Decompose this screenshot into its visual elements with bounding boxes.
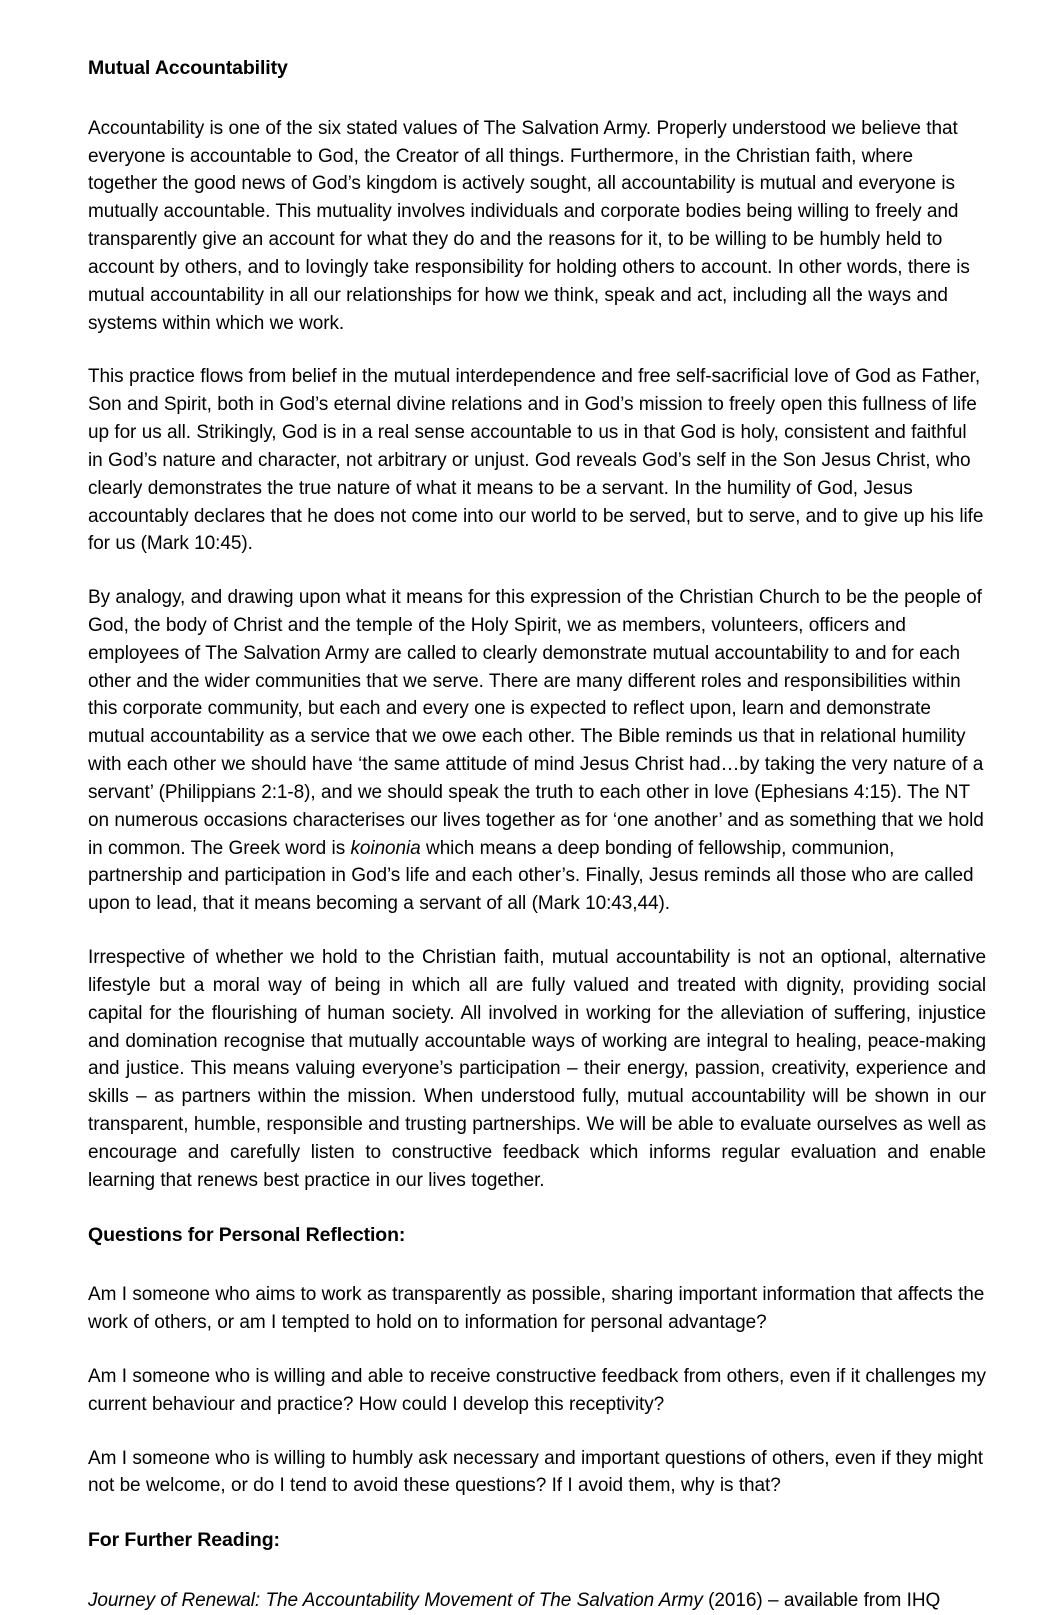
spacer [88,1337,986,1363]
reflection-question-2: Am I someone who is willing and able to receive constructive feedback from others, even if it challenges my current behaviour and practice? How could I develop this receptivity? [88,1365,986,1415]
spacer [88,558,986,584]
paragraph-1: Accountability is one of the six stated values of The Salvation Army. Properly understood we believe that everyone is accountable to God, the Creator of all things. Furthermore, in the Christian faith, where together the good news of God’s kingdom is actively sought, all accountability is mutual and everyone is mutually accountable. This mutuality involves individuals and corporate bodies being willing to freely and transparently give an account for what they do and the reasons for it, to be willing to be humbly held to account by others, and to lovingly take responsibility for holding others to account. In other words, there is mutual accountability in all our relationships for how we think, speak and act, including all the ways and systems within which we work. [88,117,970,334]
further-reading-heading: For Further Reading: [88,1529,280,1552]
spacer [88,1195,986,1223]
paragraph-4: Irrespective of whether we hold to the Christian faith, mutual accountability is not an optional, alternative lifestyle but a moral way of being in which all are fully valued and treated with dignity, providing social capital for the flourishing of human society. All involved in working for the alleviation of suffering, injustice and domination recognise that mutually accountable ways of working are integral to healing, peace-making and justice. This means valuing everyone’s participation – their energy, passion, creativity, experience and skills – as partners within the mission. When understood fully, mutual accountability will be shown in our transparent, humble, responsible and trusting partnerships. We will be able to evaluate ourselves as well as encourage and carefully listen to constructive feedback which informs regular evaluation and enable learning that renews best practice in our lives together. [88,947,986,1191]
document-body [88,56,986,1615]
spacer [88,1500,986,1528]
spacer [88,1419,986,1445]
paragraph-3 [88,584,986,918]
further-reading-item [88,1587,986,1615]
paragraph-2: This practice flows from belief in the mutual interdependence and free self-sacrificial love of God as Father, Son and Spirit, both in God’s eternal divine relations and in God’s mission to freely open this fullness of life up for us all. Strikingly, God is in a real sense accountable to us in that God is holy, consistent and faithful in God’s nature and character, not arbitrary or unjust. God reveals God’s self in the Son Jesus Christ, who clearly demonstrates the true nature of what it means to be a servant. In the humility of God, Jesus accountably declares that he does not come into our world to be served, but to serve, and to give up his life for us (Mark 10:45). [88,366,984,555]
greek-term-koinonia: koinonia [350,837,421,859]
spacer [88,1563,986,1587]
paragraph-3-part-1: By analogy, and drawing upon what it means for this expression of the Christian Church to be the people of God, the body of Christ and the temple of the Holy Spirit, we as members, volunteers, officers and employees of The Salvation Army are called to clearly demonstrate mutual accountability to and for each other and the wider communities that we serve. There are many different roles and responsibilities within this corporate community, but each and every one is expected to reflect upon, learn and demonstrate mutual accountability as a service that we owe each other. The Bible reminds us that in relational humility with each other we should have ‘the same attitude of mind Jesus Christ had…by taking the very nature of a servant’ (Philippians 2:1-8), and we should speak the truth to each other in love (Ephesians 4:15). The NT on numerous occasions characterises our lives together as for ‘one another’ and as something that we hold in common. The Greek word is [88,587,984,859]
further-reading-item-suffix: (2016) – available from IHQ [702,1589,941,1611]
reflection-question-3: Am I someone who is willing to humbly ask necessary and important questions of others, even if they might not be welcome, or do I tend to avoid these questions? If I avoid them, why is that? [88,1447,983,1497]
spacer [88,1257,986,1281]
paragraph-3-part-2: which means a deep bonding of fellowship, communion, partnership and participation in God’s life and each other’s. Finally, Jesus reminds all those who are called upon to lead, that it means becoming a servant of all (Mark 10:43,44). [88,837,974,915]
reflection-question-1: Am I someone who aims to work as transparently as possible, sharing important information that affects the work of others, or am I tempted to hold on to information for personal advantage? [88,1284,985,1334]
page-title: Mutual Accountability [88,57,288,79]
spacer [88,337,986,363]
spacer [88,918,986,944]
spacer [88,91,986,115]
reflection-heading: Questions for Personal Reflection: [88,1223,406,1246]
further-reading-item-title: Journey of Renewal: The Accountability Movement of The Salvation Army [88,1589,703,1611]
